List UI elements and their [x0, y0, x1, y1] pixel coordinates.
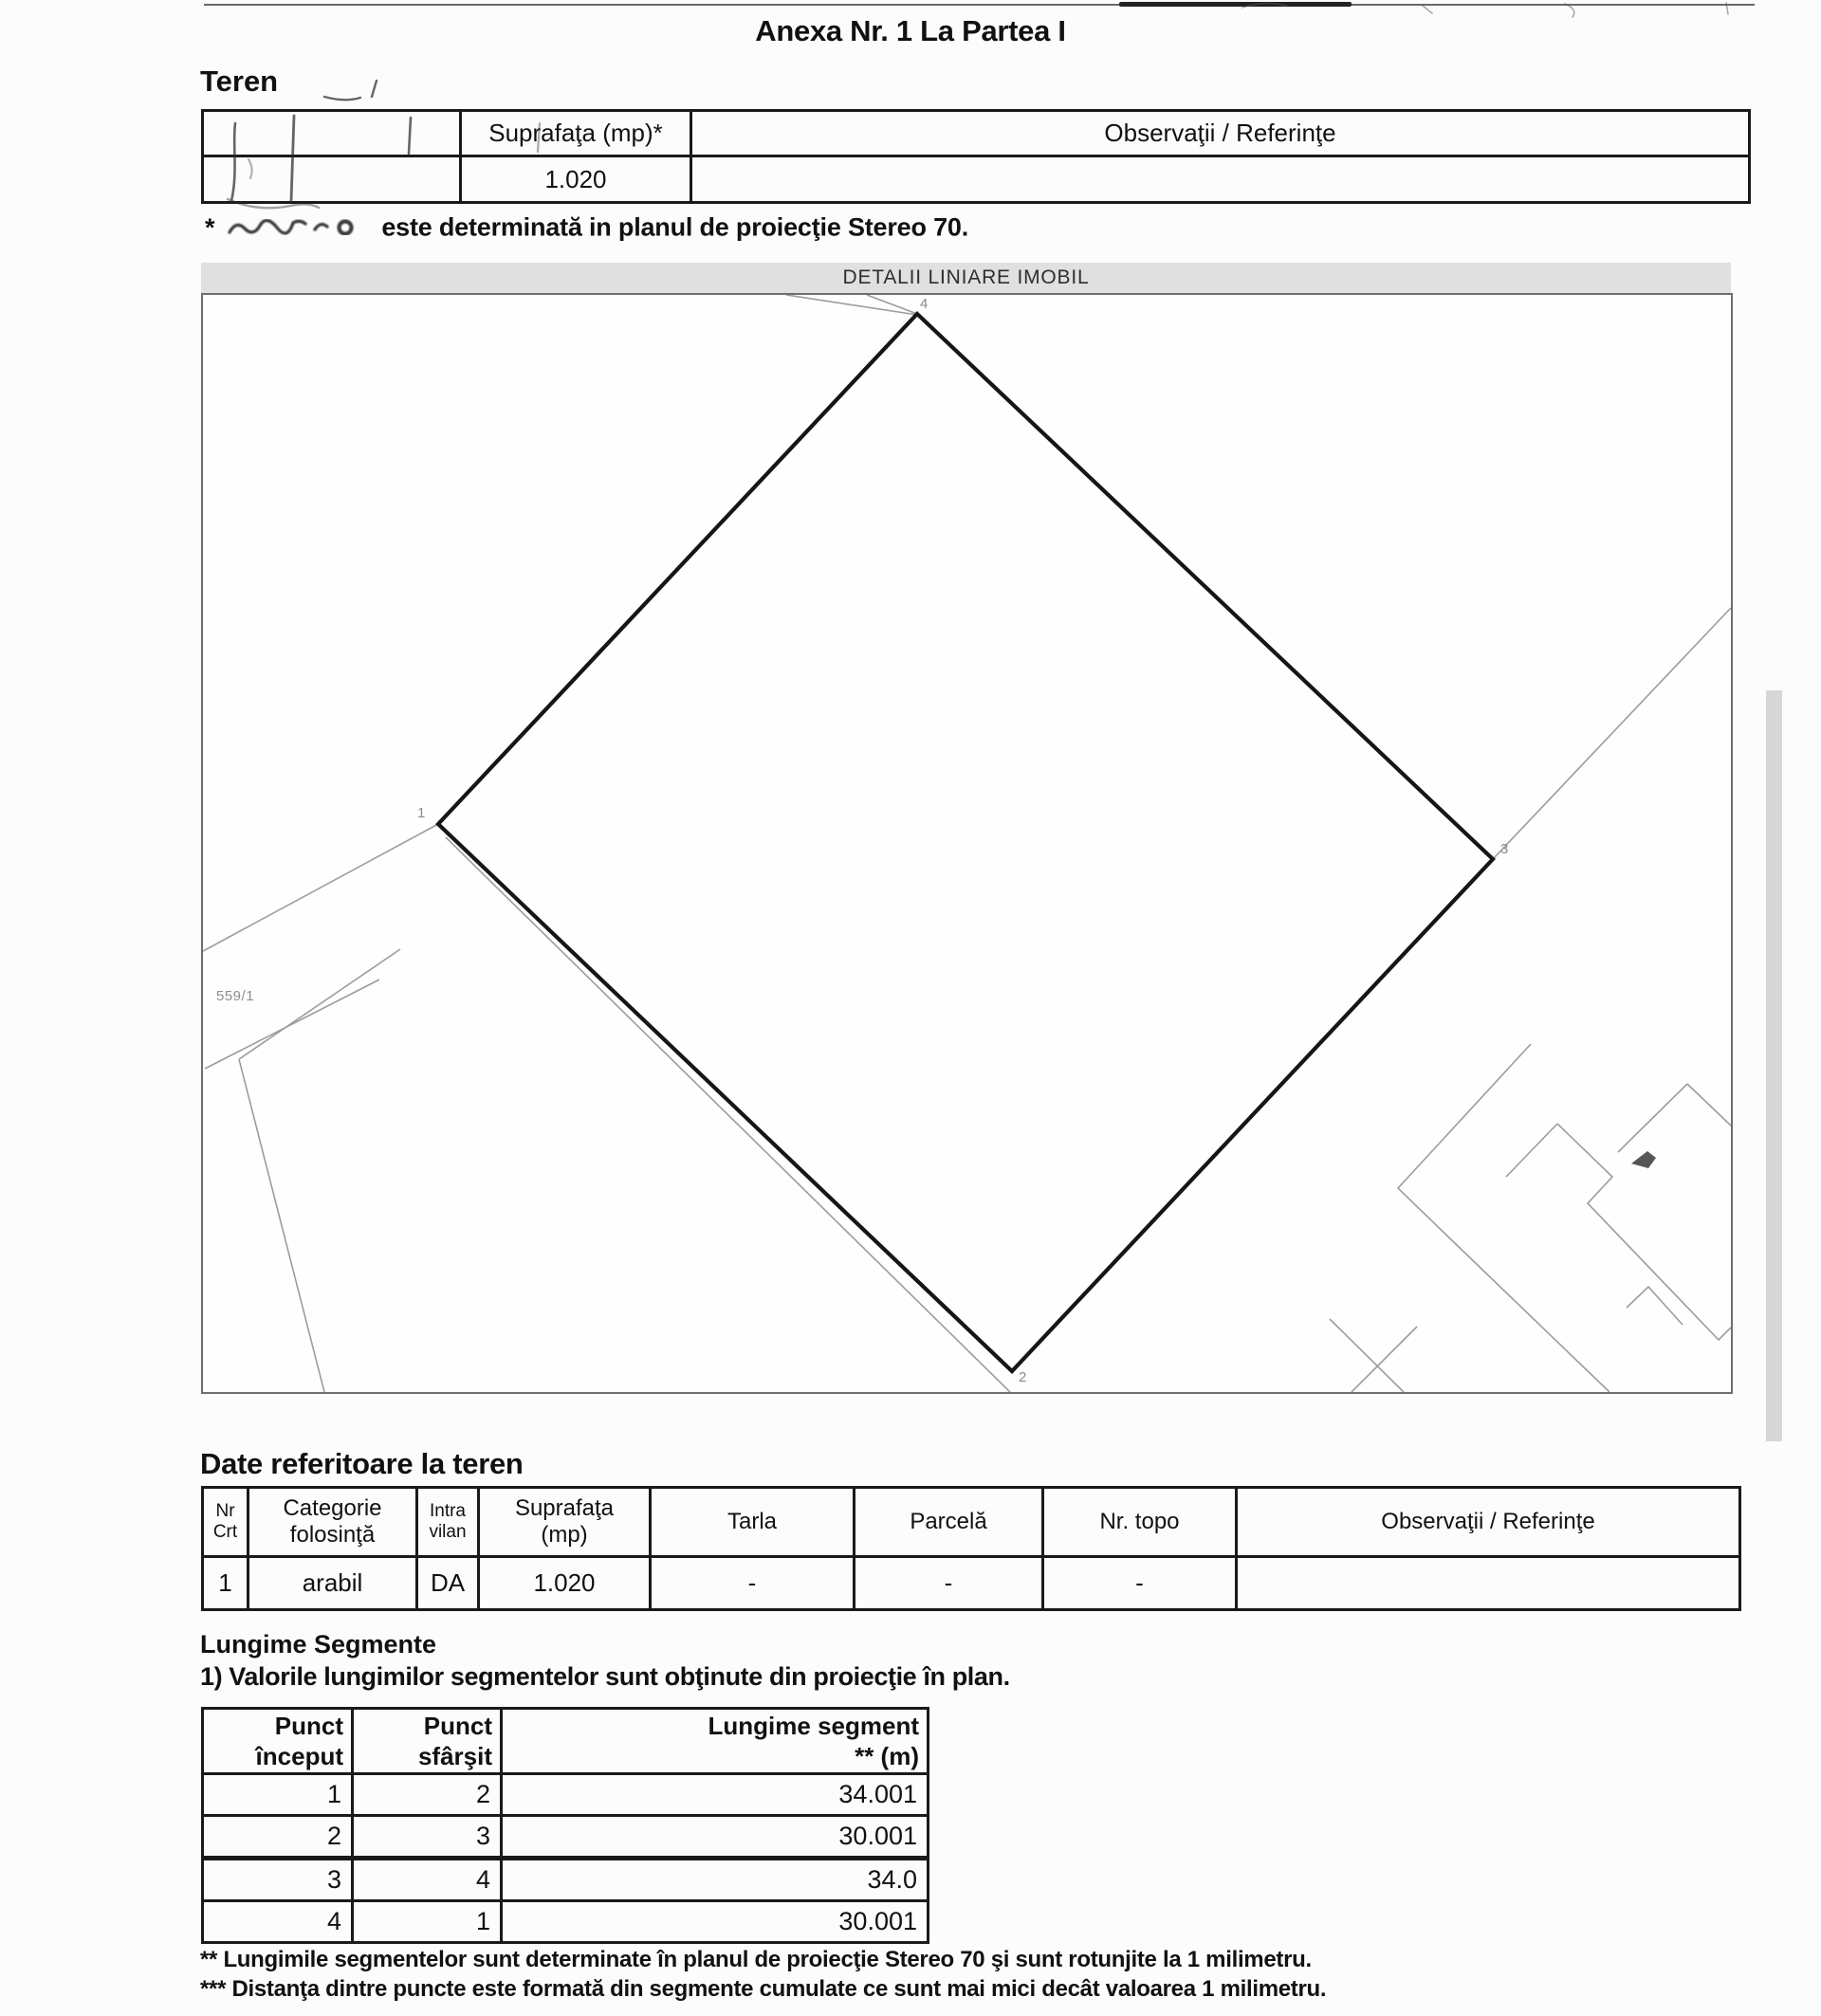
- footnote-triple-star: *** Distanţa dintre puncte este formată din segmente cumulate ce sunt mai mici decât valoarea 1 milimetru.: [200, 1976, 1327, 2002]
- segment-row-2: [203, 1816, 929, 1859]
- segments-heading: Lungime Segmente: [200, 1630, 437, 1659]
- teren-table: [201, 109, 1751, 204]
- teren-table-cell-blank: [203, 156, 461, 203]
- document-title: Anexa Nr. 1 La Partea I: [755, 14, 1066, 47]
- col-categorie: Categorie folosinţă: [248, 1488, 417, 1557]
- segments-table: [201, 1707, 929, 1944]
- segment-row-1: [203, 1774, 929, 1816]
- seg4-end: 1: [353, 1901, 502, 1943]
- seg1-length: 34.001: [502, 1774, 929, 1816]
- cell-observatii: [1237, 1557, 1740, 1610]
- cell-categorie: arabil: [248, 1557, 417, 1610]
- cell-tarla: -: [651, 1557, 855, 1610]
- teren-table-header-suprafata: Suprafaţa (mp)*: [461, 111, 691, 156]
- footnote-double-star: ** Lungimile segmentelor sunt determinate în planul de proiecţie Stereo 70 şi sunt rotunjite la 1 milimetru.: [200, 1947, 1312, 1972]
- date-teren-header-row: [203, 1488, 1740, 1557]
- col-observatii: Observaţii / Referinţe: [1237, 1488, 1740, 1557]
- vertex-label-1: 1: [417, 805, 426, 821]
- cell-suprafata: 1.020: [479, 1557, 651, 1610]
- seg4-length: 30.001: [502, 1901, 929, 1943]
- suprafata-footnote: [205, 210, 968, 248]
- date-teren-heading: Date referitoare la teren: [200, 1447, 524, 1480]
- handwriting-smudge: [224, 210, 376, 248]
- teren-table-cell-observatii: [691, 156, 1750, 203]
- segments-note: 1) Valorile lungimilor segmentelor sunt obţinute din proiecţie în plan.: [200, 1662, 1010, 1691]
- teren-table-header-row: [203, 111, 1750, 156]
- segment-row-3: [203, 1859, 929, 1901]
- seg4-start: 4: [203, 1901, 353, 1943]
- teren-table-value-row: [203, 156, 1750, 203]
- cell-parcela: -: [855, 1557, 1043, 1610]
- parcel-boundary: [438, 314, 1493, 1371]
- ink-mark: [1631, 1151, 1656, 1168]
- segments-header-row: [203, 1709, 929, 1774]
- teren-table-header-blank-cell: [203, 111, 461, 156]
- date-teren-data-row: [203, 1557, 1740, 1610]
- seg2-length: 30.001: [502, 1816, 929, 1859]
- map-title-band: [201, 263, 1731, 293]
- teren-table-cell-suprafata: 1.020: [461, 156, 691, 203]
- col-punct-inceput: Punct început: [203, 1709, 353, 1774]
- footnote-asterisk: *: [205, 212, 215, 242]
- cadastral-map-drawing: [203, 295, 1731, 1392]
- col-parcela: Parcelă: [855, 1488, 1043, 1557]
- scan-edge-strip: [1766, 690, 1782, 1441]
- cell-nr-topo: -: [1043, 1557, 1237, 1610]
- vertex-label-4: 4: [920, 296, 929, 312]
- segment-row-4: [203, 1901, 929, 1943]
- map-title: DETALII LINIARE IMOBIL: [842, 266, 1090, 288]
- seg1-start: 1: [203, 1774, 353, 1816]
- seg2-end: 3: [353, 1816, 502, 1859]
- col-intravilan: Intra vilan: [417, 1488, 479, 1557]
- date-teren-table: [201, 1486, 1741, 1611]
- seg3-end: 4: [353, 1859, 502, 1901]
- col-nr-crt: Nr Crt: [203, 1488, 248, 1557]
- seg3-length: 34.0: [502, 1859, 929, 1901]
- vertex-label-2: 2: [1019, 1369, 1027, 1385]
- vertex-label-3: 3: [1500, 841, 1509, 857]
- cell-nr-crt: 1: [203, 1557, 248, 1610]
- seg3-start: 3: [203, 1859, 353, 1901]
- cadastral-map: [201, 293, 1733, 1394]
- segments-footnotes: [200, 1945, 1326, 2004]
- page-top-rule-dark-segment: [1119, 2, 1352, 7]
- seg1-end: 2: [353, 1774, 502, 1816]
- col-tarla: Tarla: [651, 1488, 855, 1557]
- col-suprafata: Suprafaţa (mp): [479, 1488, 651, 1557]
- teren-table-header-observatii: Observaţii / Referinţe: [691, 111, 1750, 156]
- teren-section-heading: Teren: [200, 64, 279, 98]
- seg2-start: 2: [203, 1816, 353, 1859]
- cell-intravilan: DA: [417, 1557, 479, 1610]
- col-nr-topo: Nr. topo: [1043, 1488, 1237, 1557]
- page-top-rule: [204, 4, 1755, 6]
- neighbour-parcel-label: 559/1: [216, 988, 255, 1004]
- col-punct-sfarsit: Punct sfârşit: [353, 1709, 502, 1774]
- footnote-text: este determinată in planul de proiecţie Stereo 70.: [381, 212, 969, 242]
- col-lungime-segment: Lungime segment ** (m): [502, 1709, 929, 1774]
